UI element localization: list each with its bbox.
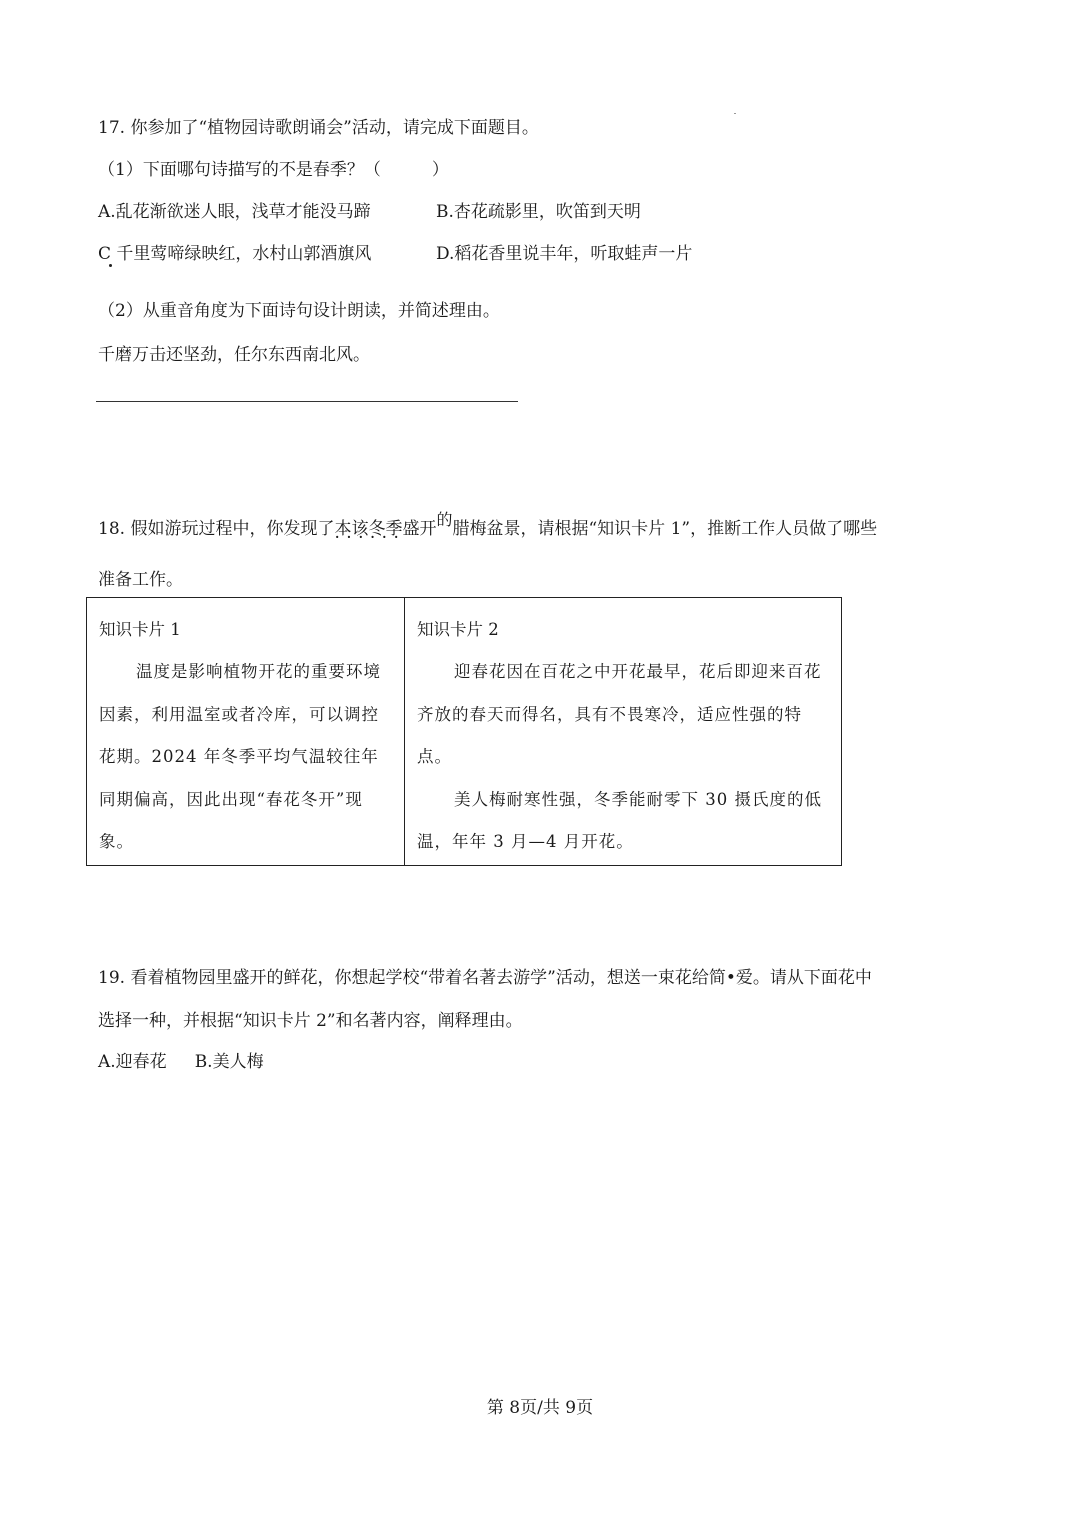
- card-1-body: [99, 651, 394, 864]
- card-1-title: 知识卡片 1: [99, 620, 181, 639]
- card-2-body: [417, 651, 831, 864]
- q18-suffix: 腊梅盆景，请根据“知识卡片 1”，推断工作人员做了哪些: [452, 519, 878, 539]
- card-2-para-2: 美人梅耐寒性强，冬季能耐零下 30 摄氏度的低温，年年 3 月—4 月开花。: [417, 789, 822, 851]
- question-17-part-1: （1）下面哪句诗描写的不是春季？（ ）: [98, 160, 449, 180]
- emphasis-dot: [109, 264, 112, 267]
- q19-option-b: B.美人梅: [194, 1052, 264, 1072]
- question-18-line-1: [98, 510, 878, 539]
- question-17-title: 17. 你参加了“植物园诗歌朗诵会”活动，请完成下面题目。: [98, 118, 539, 138]
- option-d: D.稻花香里说丰年，听取蛙声一片: [436, 244, 693, 264]
- answer-blank-line[interactable]: [96, 401, 518, 402]
- knowledge-card-table: [86, 597, 842, 866]
- stray-mark: [734, 113, 736, 114]
- card-2-title: 知识卡片 2: [417, 620, 499, 639]
- q18-emphasis-text: 本该冬季盛开 · · ·: [334, 514, 436, 539]
- question-18-line-2: 准备工作。: [98, 570, 183, 590]
- poem-line: 千磨万击还坚劲，任尔东西南北风。: [98, 345, 370, 365]
- card-2-para-1: 迎春花因在百花之中开花最早，花后即迎来百花齐放的春天而得名，具有不畏寒冷，适应性强的特点。: [417, 662, 822, 766]
- question-19-line-2: 选择一种，并根据“知识卡片 2”和名著内容，阐释理由。: [98, 1011, 523, 1031]
- option-c: C 千里莺啼绿映红，水村山郭酒旗风: [98, 244, 372, 264]
- q18-prefix: 18. 假如游玩过程中，你发现了: [98, 519, 335, 539]
- knowledge-card-2: [405, 598, 841, 865]
- option-b: B.杏花疏影里，吹笛到天明: [436, 202, 641, 222]
- q19-option-a: A.迎春花: [98, 1052, 167, 1072]
- page-footer: 第 8页/共 9页: [486, 1398, 594, 1418]
- card-1-text: 温度是影响植物开花的重要环境因素，利用温室或者冷库，可以调控花期。2024 年冬季平均气温较往年同期偏高，因此出现“春花冬开”现象。: [99, 662, 381, 851]
- q18-de: 的: [436, 510, 453, 529]
- knowledge-card-1: [87, 598, 405, 865]
- question-19-options: [98, 1047, 264, 1072]
- question-17-part-2: （2）从重音角度为下面诗句设计朗读，并简述理由。: [98, 301, 500, 321]
- option-a: A.乱花渐欲迷人眼，浅草才能没马蹄: [98, 202, 371, 222]
- question-19-line-1: 19. 看着植物园里盛开的鲜花，你想起学校“带着名著去游学”活动，想送一束花给简•爱。请从下面花中: [98, 968, 872, 988]
